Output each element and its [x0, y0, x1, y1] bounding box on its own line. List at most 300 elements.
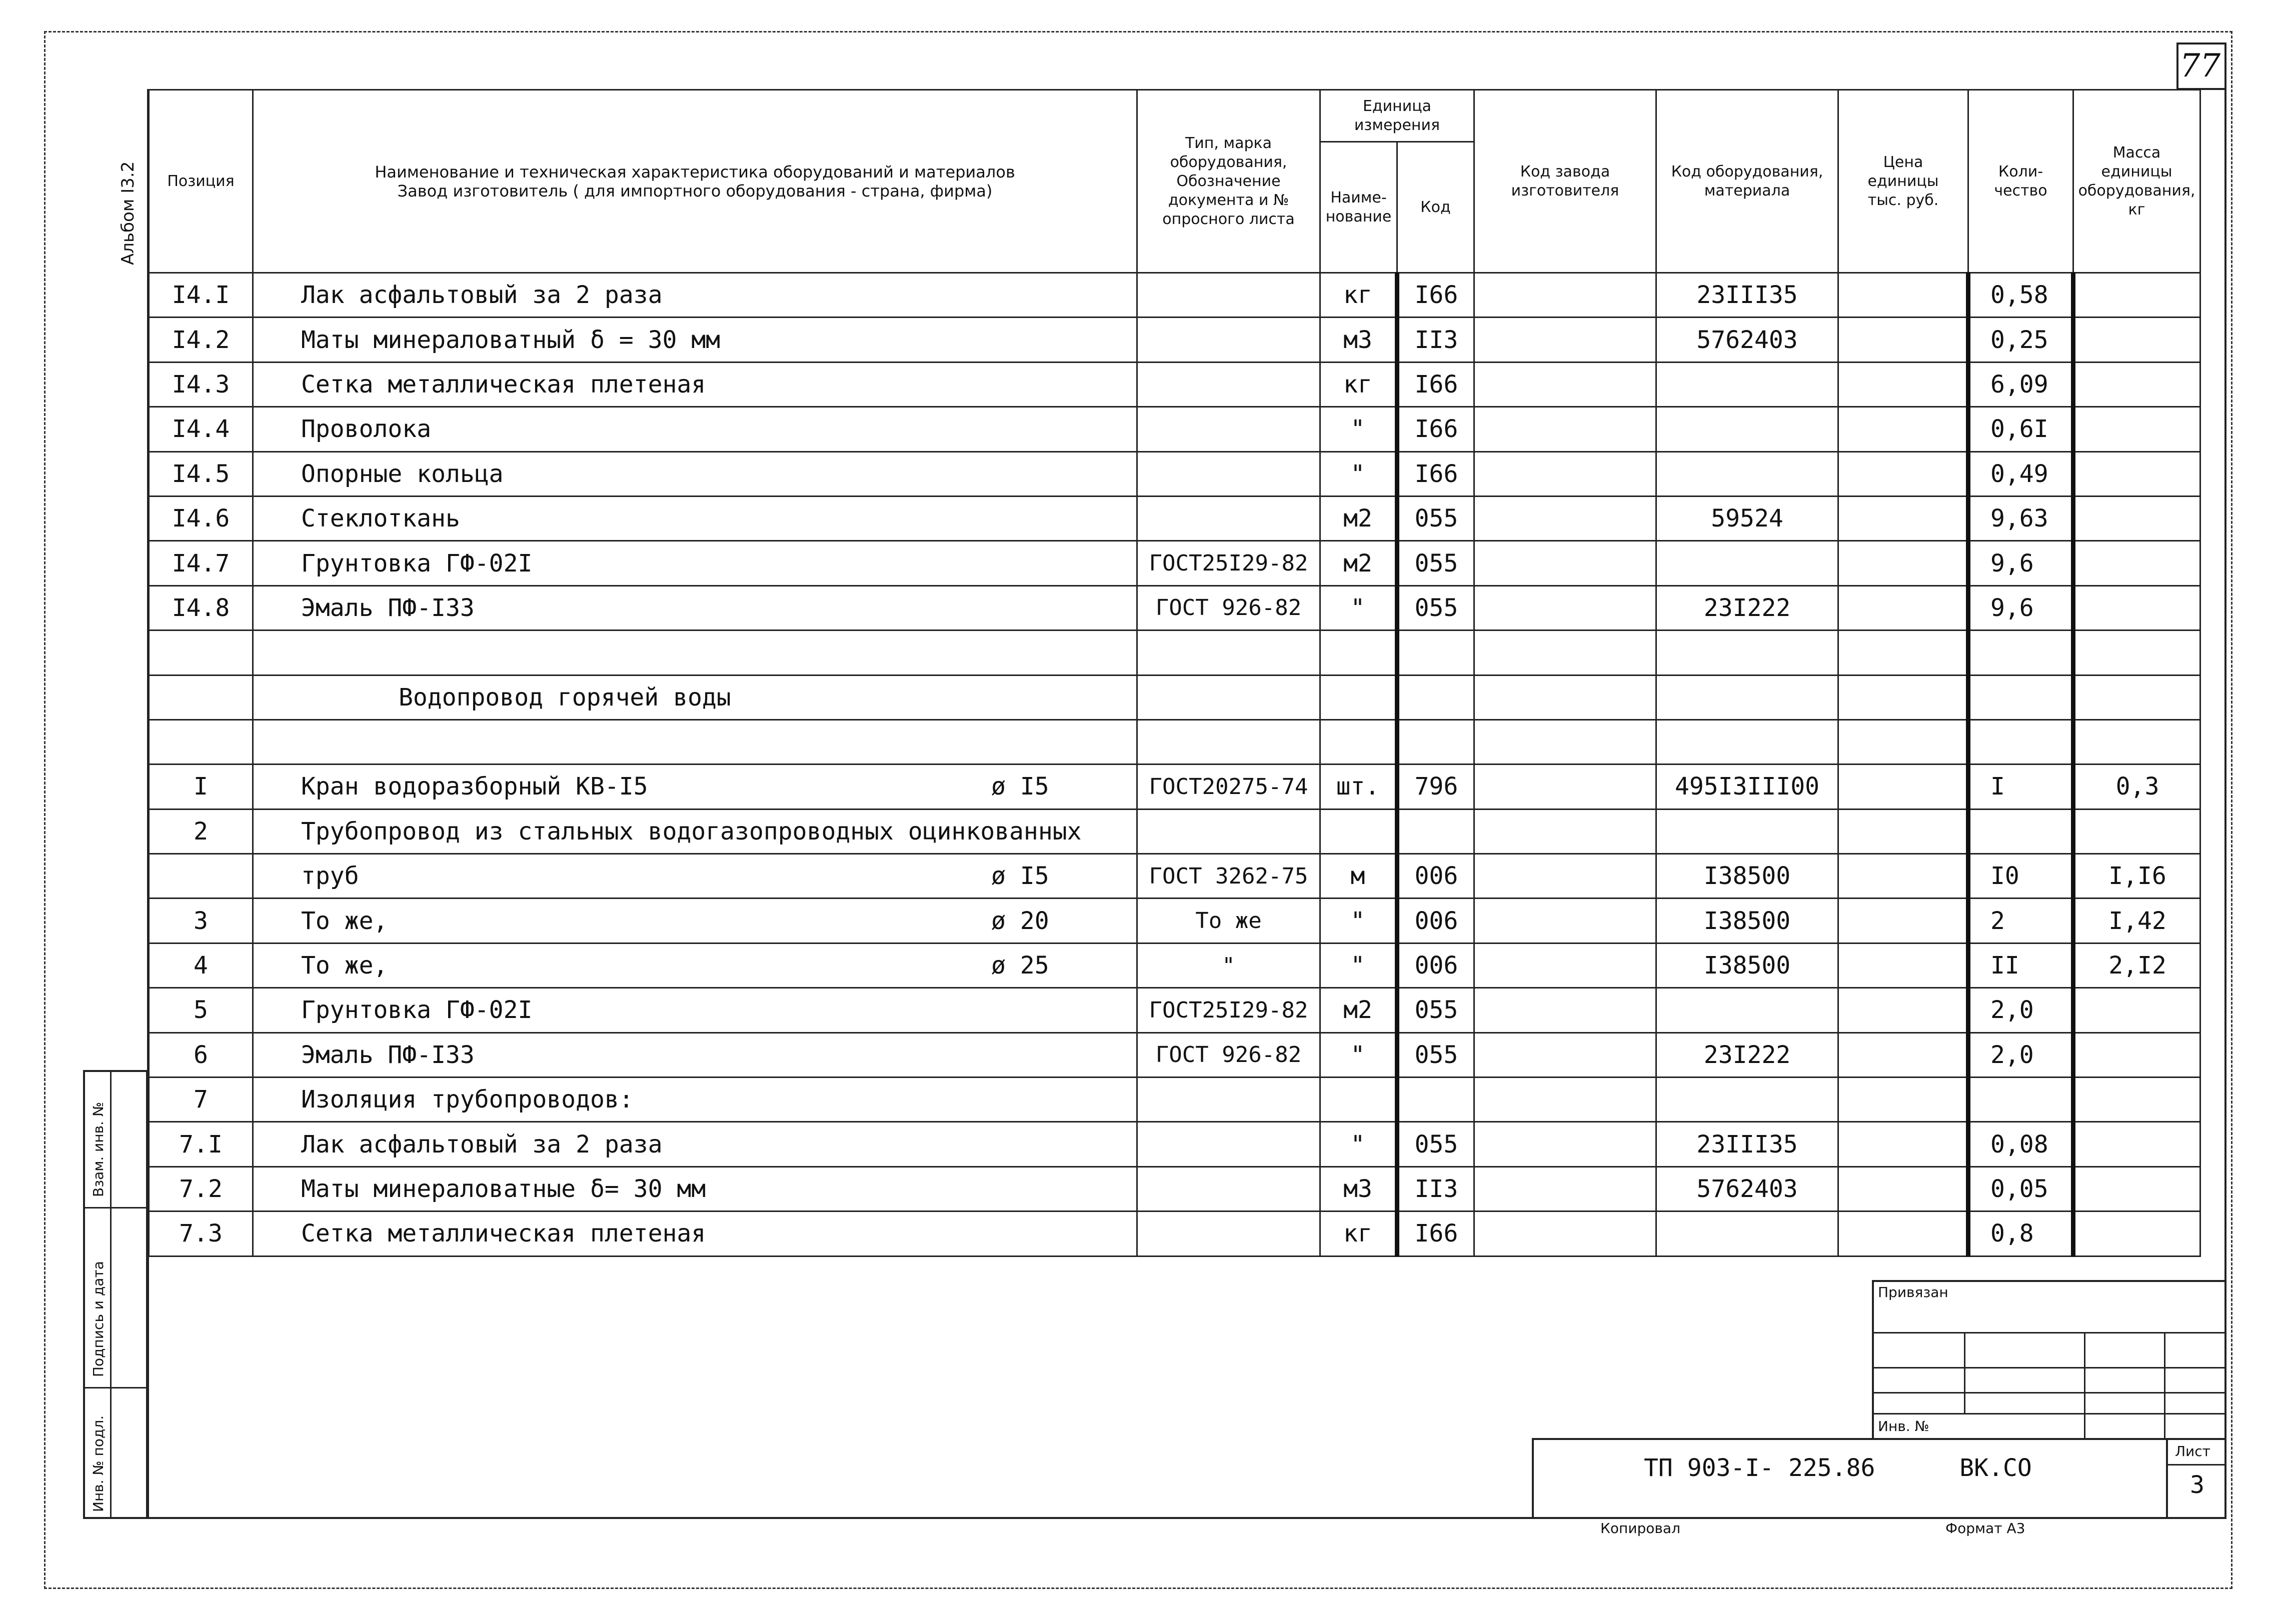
equipment-code-cell	[1656, 273, 1838, 318]
mass-cell	[2073, 318, 2200, 362]
equipment-code-cell-text: 5762403	[1696, 1175, 1798, 1203]
mass-cell-text: I,42	[2108, 906, 2166, 935]
type-cell-text: ГОСТ 3262-75	[1149, 863, 1308, 889]
equipment-code-cell	[1656, 854, 1838, 898]
position-cell-text: I4.2	[172, 326, 230, 354]
quantity-cell-text: I	[1990, 772, 2005, 801]
mass-cell	[2073, 407, 2200, 452]
price-cell	[1838, 1166, 1968, 1211]
type-cell	[1137, 764, 1320, 809]
unit-name-cell	[1320, 675, 1397, 720]
unit-name-cell-text: м3	[1343, 326, 1372, 354]
name-cell-text: Лак асфальтовый за 2 раза	[301, 1130, 663, 1158]
position-cell-text: 2	[194, 817, 208, 846]
table-row	[149, 362, 2200, 406]
quantity-cell	[1968, 809, 2073, 854]
equipment-code-cell	[1656, 496, 1838, 540]
table-row	[149, 1078, 2200, 1122]
name-cell	[253, 854, 1137, 898]
factory-code-cell	[1474, 1166, 1656, 1211]
factory-code-cell	[1474, 1078, 1656, 1122]
unit-code-cell	[1397, 586, 1474, 630]
price-cell	[1838, 809, 1968, 854]
factory-code-cell	[1474, 1032, 1656, 1077]
mass-cell	[2073, 273, 2200, 318]
position-cell	[149, 1032, 253, 1077]
format-label: Формат А3	[1945, 1520, 2025, 1536]
equipment-code-cell	[1656, 1166, 1838, 1211]
unit-code-cell	[1397, 541, 1474, 586]
position-cell-text: I4.3	[172, 370, 230, 398]
mass-cell	[2073, 362, 2200, 406]
price-cell	[1838, 452, 1968, 496]
quantity-cell-text: 9,6	[1990, 549, 2034, 578]
quantity-cell	[1968, 318, 2073, 362]
name-cell-text: Трубопровод из стальных водогазопроводных оцинкованных	[301, 817, 1082, 846]
price-cell	[1838, 407, 1968, 452]
quantity-cell-text: 0,25	[1990, 326, 2048, 354]
quantity-cell-text: 0,58	[1990, 281, 2048, 310]
unit-code-cell	[1397, 675, 1474, 720]
header-qty: Коли-чество	[1968, 90, 2073, 273]
unit-code-cell	[1397, 1078, 1474, 1122]
type-cell-text: "	[1222, 952, 1235, 978]
header-type: Тип, марка оборудования, Обозначение документа и № опросного листа	[1137, 90, 1320, 273]
position-cell-text: I4.I	[172, 281, 230, 310]
unit-code-cell-text: 055	[1414, 996, 1458, 1024]
table-row	[149, 675, 2200, 720]
quantity-cell	[1968, 1032, 2073, 1077]
equipment-code-cell-text: 59524	[1711, 504, 1783, 533]
factory-code-cell	[1474, 318, 1656, 362]
factory-code-cell	[1474, 898, 1656, 943]
unit-code-cell	[1397, 1032, 1474, 1077]
type-cell	[1137, 1212, 1320, 1256]
mass-cell	[2073, 1078, 2200, 1122]
position-cell	[149, 988, 253, 1032]
unit-code-cell-text: 055	[1414, 1130, 1458, 1158]
position-cell	[149, 854, 253, 898]
quantity-cell-text: 0,8	[1990, 1220, 2034, 1248]
unit-code-cell-text: 006	[1414, 906, 1458, 935]
mass-cell-text: I,I6	[2108, 862, 2166, 890]
price-cell	[1838, 675, 1968, 720]
position-cell-text: I4.7	[172, 549, 230, 578]
unit-code-cell	[1397, 1166, 1474, 1211]
position-cell	[149, 541, 253, 586]
quantity-cell	[1968, 1122, 2073, 1166]
unit-code-cell	[1397, 809, 1474, 854]
name-cell	[253, 988, 1137, 1032]
factory-code-cell	[1474, 362, 1656, 406]
quantity-cell	[1968, 586, 2073, 630]
quantity-cell-text: II	[1990, 952, 2019, 980]
unit-name-cell	[1320, 809, 1397, 854]
mass-cell	[2073, 854, 2200, 898]
album-label: Альбом I3.2	[118, 161, 138, 265]
stamp-podpis: Подпись и дата	[90, 1261, 107, 1377]
unit-code-cell-text: I66	[1414, 1220, 1458, 1248]
privyazan-block	[1872, 1280, 2226, 1440]
type-cell-text: То же	[1195, 908, 1262, 934]
price-cell	[1838, 988, 1968, 1032]
equipment-code-cell	[1656, 586, 1838, 630]
equipment-code-cell	[1656, 988, 1838, 1032]
name-cell-text: То же,	[301, 952, 388, 980]
unit-code-cell-text: 055	[1414, 504, 1458, 533]
quantity-cell-text: 0,49	[1990, 460, 2048, 488]
factory-code-cell	[1474, 1212, 1656, 1256]
name-cell	[253, 1212, 1137, 1256]
position-cell	[149, 1166, 253, 1211]
name-cell	[253, 943, 1137, 988]
equipment-code-cell	[1656, 1078, 1838, 1122]
position-cell	[149, 586, 253, 630]
price-cell	[1838, 496, 1968, 540]
position-cell-text: 7.3	[179, 1220, 223, 1248]
position-cell-text: I4.8	[172, 594, 230, 622]
position-cell	[149, 407, 253, 452]
equipment-code-cell-text: I38500	[1703, 906, 1791, 935]
unit-name-cell	[1320, 362, 1397, 406]
quantity-cell	[1968, 988, 2073, 1032]
equipment-code-cell	[1656, 675, 1838, 720]
name-cell-text: Эмаль ПФ-I33	[301, 1040, 475, 1069]
side-stamp-column	[83, 1070, 148, 1519]
position-cell-text: I4.4	[172, 415, 230, 444]
unit-name-cell	[1320, 1166, 1397, 1211]
side-stamp-sep-2	[85, 1387, 146, 1388]
unit-code-cell-text: I66	[1414, 370, 1458, 398]
privyazan-grid-v1	[1964, 1332, 1965, 1413]
position-cell	[149, 1078, 253, 1122]
table-row	[149, 586, 2200, 630]
mass-cell	[2073, 1166, 2200, 1211]
name-cell-text: Грунтовка ГФ-02I	[301, 549, 533, 578]
unit-name-cell	[1320, 452, 1397, 496]
quantity-cell-text: 9,63	[1990, 504, 2048, 533]
unit-code-cell	[1397, 452, 1474, 496]
name-cell	[253, 1078, 1137, 1122]
table-row	[149, 764, 2200, 809]
mass-cell	[2073, 1122, 2200, 1166]
header-price: Цена единицы тыс. руб.	[1838, 90, 1968, 273]
name-cell-text: То же,	[301, 906, 388, 935]
diameter-text: ø 20	[991, 906, 1049, 935]
factory-code-cell	[1474, 675, 1656, 720]
specification-body	[149, 273, 2200, 1256]
header-pos: Позиция	[149, 90, 253, 273]
unit-code-cell-text: 006	[1414, 862, 1458, 890]
type-cell	[1137, 1032, 1320, 1077]
unit-code-cell	[1397, 764, 1474, 809]
table-row	[149, 1212, 2200, 1256]
quantity-cell	[1968, 854, 2073, 898]
price-cell	[1838, 630, 1968, 675]
equipment-code-cell	[1656, 630, 1838, 675]
type-cell	[1137, 318, 1320, 362]
unit-name-cell-text: "	[1350, 906, 1365, 935]
doc-mark: ВК.СО	[1959, 1454, 2032, 1482]
stamp-vzam: Взам. инв. №	[90, 1102, 107, 1197]
sheet-label: Лист	[2175, 1443, 2210, 1460]
factory-code-cell	[1474, 720, 1656, 764]
price-cell	[1838, 1212, 1968, 1256]
unit-code-cell	[1397, 273, 1474, 318]
unit-name-cell-text: кг	[1343, 281, 1372, 310]
mass-cell	[2073, 496, 2200, 540]
name-cell	[253, 407, 1137, 452]
position-cell-text: I	[194, 772, 208, 801]
header-unit-name: Наиме-нование	[1320, 142, 1397, 273]
unit-name-cell	[1320, 1032, 1397, 1077]
unit-name-cell	[1320, 318, 1397, 362]
unit-code-cell-text: II3	[1414, 1175, 1458, 1203]
unit-name-cell	[1320, 764, 1397, 809]
quantity-cell	[1968, 675, 2073, 720]
quantity-cell	[1968, 720, 2073, 764]
name-cell	[253, 318, 1137, 362]
equipment-code-cell	[1656, 764, 1838, 809]
name-cell-text: Маты минераловатные δ= 30 мм	[301, 1175, 706, 1203]
price-cell	[1838, 541, 1968, 586]
diameter-text: ø 25	[991, 952, 1049, 980]
unit-name-cell-text: м2	[1343, 996, 1372, 1024]
table-row	[149, 407, 2200, 452]
equipment-code-cell-text: I38500	[1703, 862, 1791, 890]
quantity-cell	[1968, 273, 2073, 318]
factory-code-cell	[1474, 1122, 1656, 1166]
name-cell-text: Опорные кольца	[301, 460, 504, 488]
type-cell	[1137, 720, 1320, 764]
unit-code-cell	[1397, 720, 1474, 764]
name-cell	[253, 1122, 1137, 1166]
position-cell-text: 7.2	[179, 1175, 223, 1203]
header-unit-group: Единица измерения	[1320, 90, 1474, 142]
table-row	[149, 318, 2200, 362]
unit-name-cell-text: шт.	[1336, 772, 1380, 801]
unit-code-cell	[1397, 407, 1474, 452]
unit-code-cell	[1397, 1122, 1474, 1166]
position-cell	[149, 809, 253, 854]
name-cell	[253, 362, 1137, 406]
quantity-cell	[1968, 1166, 2073, 1211]
unit-name-cell-text: м	[1350, 862, 1365, 890]
name-cell	[253, 898, 1137, 943]
mass-cell	[2073, 988, 2200, 1032]
position-cell-text: 3	[194, 906, 208, 935]
type-cell-text: ГОСТ25I29-82	[1149, 997, 1308, 1023]
unit-code-cell	[1397, 898, 1474, 943]
equipment-code-cell-text: 23III35	[1696, 1130, 1798, 1158]
equipment-code-cell	[1656, 452, 1838, 496]
price-cell	[1838, 273, 1968, 318]
mass-cell	[2073, 586, 2200, 630]
name-cell	[253, 630, 1137, 675]
inv-no-label: Инв. №	[1878, 1418, 1929, 1434]
unit-name-cell	[1320, 988, 1397, 1032]
quantity-cell	[1968, 1212, 2073, 1256]
mass-cell	[2073, 764, 2200, 809]
unit-name-cell-text: "	[1350, 1130, 1365, 1158]
unit-code-cell-text: II3	[1414, 326, 1458, 354]
type-cell	[1137, 496, 1320, 540]
name-cell-text: труб	[301, 862, 359, 890]
name-cell	[253, 586, 1137, 630]
position-cell-text: 4	[194, 952, 208, 980]
name-cell-text: Сетка металлическая плетеная	[301, 1220, 706, 1248]
unit-name-cell	[1320, 1078, 1397, 1122]
factory-code-cell	[1474, 809, 1656, 854]
type-cell	[1137, 1122, 1320, 1166]
equipment-code-cell-text: 23III35	[1696, 281, 1798, 310]
side-stamp-divider	[110, 1072, 112, 1517]
type-cell-text: ГОСТ 926-82	[1155, 1042, 1302, 1068]
unit-name-cell-text: "	[1350, 952, 1365, 980]
quantity-cell-text: 0,08	[1990, 1130, 2048, 1158]
unit-name-cell-text: м3	[1343, 1175, 1372, 1203]
position-cell	[149, 720, 253, 764]
equipment-code-cell	[1656, 1122, 1838, 1166]
position-cell-text: 5	[194, 996, 208, 1024]
position-cell-text: I4.5	[172, 460, 230, 488]
position-cell	[149, 764, 253, 809]
unit-name-cell	[1320, 854, 1397, 898]
type-cell	[1137, 362, 1320, 406]
quantity-cell	[1968, 407, 2073, 452]
type-cell	[1137, 809, 1320, 854]
name-cell	[253, 720, 1137, 764]
table-row	[149, 496, 2200, 540]
table-row	[149, 1166, 2200, 1211]
unit-code-cell-text: I66	[1414, 460, 1458, 488]
table-row	[149, 452, 2200, 496]
name-cell-text: Эмаль ПФ-I33	[301, 594, 475, 622]
header-factory-code: Код завода изготовителя	[1474, 90, 1656, 273]
price-cell	[1838, 1078, 1968, 1122]
type-cell	[1137, 854, 1320, 898]
stamp-inv: Инв. № подл.	[90, 1415, 107, 1512]
position-cell	[149, 943, 253, 988]
quantity-cell-text: 0,05	[1990, 1175, 2048, 1203]
sheet-number-box	[2176, 42, 2226, 90]
unit-code-cell	[1397, 496, 1474, 540]
unit-name-cell-text: "	[1350, 415, 1365, 444]
name-cell-text: Водопровод горячей воды	[399, 683, 731, 712]
name-cell	[253, 496, 1137, 540]
name-cell-text: Стеклоткань	[301, 504, 460, 533]
privyazan-grid-h1	[1874, 1332, 2224, 1334]
quantity-cell	[1968, 496, 2073, 540]
doc-code-text	[1644, 1454, 2032, 1482]
unit-code-cell-text: 055	[1414, 549, 1458, 578]
name-cell	[253, 1032, 1137, 1077]
position-cell	[149, 496, 253, 540]
factory-code-cell	[1474, 452, 1656, 496]
factory-code-cell	[1474, 496, 1656, 540]
position-cell-text: 6	[194, 1040, 208, 1069]
quantity-cell	[1968, 630, 2073, 675]
specification-table	[148, 89, 2201, 1257]
unit-name-cell-text: "	[1350, 460, 1365, 488]
type-cell	[1137, 1166, 1320, 1211]
mass-cell	[2073, 541, 2200, 586]
price-cell	[1838, 318, 1968, 362]
position-cell	[149, 273, 253, 318]
name-cell	[253, 675, 1137, 720]
unit-name-cell	[1320, 898, 1397, 943]
equipment-code-cell-text: 5762403	[1696, 326, 1798, 354]
unit-code-cell	[1397, 854, 1474, 898]
type-cell	[1137, 452, 1320, 496]
name-cell	[253, 1166, 1137, 1211]
quantity-cell	[1968, 1078, 2073, 1122]
quantity-cell	[1968, 541, 2073, 586]
unit-name-cell	[1320, 1212, 1397, 1256]
table-row	[149, 720, 2200, 764]
name-cell-text: Изоляция трубопроводов:	[301, 1086, 634, 1114]
unit-name-cell-text: "	[1350, 1040, 1365, 1069]
table-row	[149, 988, 2200, 1032]
name-cell-text: Маты минераловатный δ = 30 мм	[301, 326, 721, 354]
price-cell	[1838, 1032, 1968, 1077]
factory-code-cell	[1474, 764, 1656, 809]
name-cell-text: Сетка металлическая плетеная	[301, 370, 706, 398]
price-cell	[1838, 943, 1968, 988]
position-cell	[149, 1212, 253, 1256]
sheet-value: 3	[2190, 1471, 2204, 1499]
name-cell-text: Кран водоразборный КВ-I5	[301, 772, 648, 801]
quantity-cell-text: 2,0	[1990, 1040, 2034, 1069]
position-cell	[149, 452, 253, 496]
quantity-cell-text: 0,6I	[1990, 415, 2048, 444]
mass-cell	[2073, 898, 2200, 943]
header-equip-code: Код оборудования, материала	[1656, 90, 1838, 273]
equipment-code-cell-text: 495I3III00	[1675, 772, 1819, 801]
unit-code-cell	[1397, 630, 1474, 675]
position-cell-text: I4.6	[172, 504, 230, 533]
equipment-code-cell	[1656, 541, 1838, 586]
table-row	[149, 809, 2200, 854]
factory-code-cell	[1474, 988, 1656, 1032]
table-row	[149, 1032, 2200, 1077]
name-cell	[253, 273, 1137, 318]
unit-code-cell-text: 796	[1414, 772, 1458, 801]
quantity-cell-text: I0	[1990, 862, 2019, 890]
table-row	[149, 273, 2200, 318]
mass-cell	[2073, 1032, 2200, 1077]
unit-code-cell-text: I66	[1414, 415, 1458, 444]
unit-code-cell	[1397, 362, 1474, 406]
type-cell	[1137, 541, 1320, 586]
quantity-cell	[1968, 452, 2073, 496]
factory-code-cell	[1474, 586, 1656, 630]
position-cell	[149, 318, 253, 362]
type-cell	[1137, 630, 1320, 675]
equipment-code-cell-text: 23I222	[1703, 1040, 1791, 1069]
table-row	[149, 943, 2200, 988]
position-cell	[149, 675, 253, 720]
doc-code-block	[1532, 1438, 2226, 1519]
unit-name-cell	[1320, 541, 1397, 586]
position-cell	[149, 898, 253, 943]
sheet-cell	[2166, 1440, 2226, 1517]
name-cell	[253, 809, 1137, 854]
unit-name-cell	[1320, 943, 1397, 988]
table-row	[149, 541, 2200, 586]
diameter-text: ø I5	[991, 862, 1049, 890]
equipment-code-cell	[1656, 809, 1838, 854]
